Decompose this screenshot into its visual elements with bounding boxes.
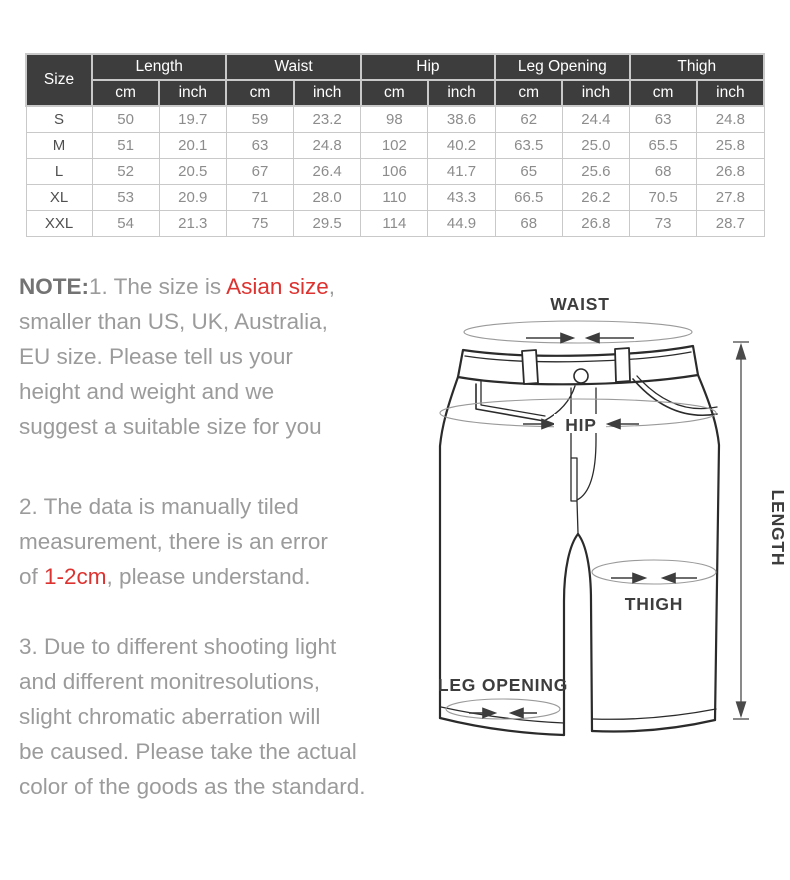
note-text: 1. The size is (89, 274, 227, 299)
measurement-cell: 20.1 (159, 133, 226, 159)
size-table-section (25, 53, 765, 237)
header-size: Size (26, 54, 92, 106)
measurement-cell: 50 (92, 106, 159, 133)
unit-cm: cm (630, 80, 697, 106)
measurement-cell: 59 (226, 106, 293, 133)
thigh-ellipse (592, 560, 716, 584)
measurement-cell: 62 (495, 106, 562, 133)
measurement-cell: 106 (361, 159, 428, 185)
hip-label: HIP (565, 415, 597, 435)
waist-ellipse (464, 321, 692, 343)
measurement-cell: 71 (226, 185, 293, 211)
note-line: be caused. Please take the actual (19, 739, 357, 764)
note-highlight: 1-2cm (44, 564, 107, 589)
size-label: S (26, 106, 92, 133)
table-header-group-row (26, 54, 764, 80)
size-label: L (26, 159, 92, 185)
note-label: NOTE: (19, 274, 89, 299)
belt-loop-left (522, 350, 538, 384)
unit-inch: inch (294, 80, 361, 106)
note-line: 2. The data is manually tiled (19, 494, 299, 519)
note-paragraph-3 (19, 629, 449, 804)
header-thigh: Thigh (630, 54, 765, 80)
table-header-unit-row (26, 80, 764, 106)
unit-inch: inch (428, 80, 495, 106)
measurement-cell: 63 (226, 133, 293, 159)
unit-inch: inch (159, 80, 226, 106)
table-row-s (26, 106, 764, 133)
measurement-cell: 65.5 (630, 133, 697, 159)
measurement-cell: 20.9 (159, 185, 226, 211)
size-label: XL (26, 185, 92, 211)
note-highlight: Asian size (226, 274, 329, 299)
measurement-cell: 26.8 (697, 159, 764, 185)
measurement-cell: 29.5 (294, 211, 361, 237)
measurement-cell: 28.7 (697, 211, 764, 237)
measurement-cell: 25.8 (697, 133, 764, 159)
header-leg-opening: Leg Opening (495, 54, 629, 80)
measurement-cell: 67 (226, 159, 293, 185)
unit-cm: cm (226, 80, 293, 106)
measurement-cell: 102 (361, 133, 428, 159)
leg-opening-ellipse (446, 699, 560, 719)
measurement-cell: 21.3 (159, 211, 226, 237)
unit-inch: inch (697, 80, 764, 106)
measurement-cell: 27.8 (697, 185, 764, 211)
note-line: smaller than US, UK, Australia, (19, 309, 328, 334)
measurement-cell: 70.5 (630, 185, 697, 211)
measurement-cell: 24.4 (562, 106, 629, 133)
unit-cm: cm (361, 80, 428, 106)
header-length: Length (92, 54, 226, 80)
unit-inch: inch (562, 80, 629, 106)
measurement-cell: 41.7 (428, 159, 495, 185)
measurement-cell: 114 (361, 211, 428, 237)
length-label: LENGTH (768, 489, 788, 567)
table-row-xxl (26, 211, 764, 237)
note-line: slight chromatic aberration will (19, 704, 321, 729)
table-row-m (26, 133, 764, 159)
note-line: height and weight and we (19, 379, 275, 404)
measurement-cell: 26.2 (562, 185, 629, 211)
button-icon (574, 369, 588, 383)
belt-loop-right (615, 348, 630, 382)
measurement-cell: 26.4 (294, 159, 361, 185)
note-line (19, 559, 449, 594)
note-line: measurement, there is an error (19, 529, 328, 554)
measurement-cell: 24.8 (294, 133, 361, 159)
measurement-cell: 24.8 (697, 106, 764, 133)
size-chart-table (25, 53, 765, 237)
note-line: 3. Due to different shooting light (19, 634, 337, 659)
measurement-cell: 19.7 (159, 106, 226, 133)
measurement-cell: 40.2 (428, 133, 495, 159)
measurement-cell: 25.0 (562, 133, 629, 159)
size-label: XXL (26, 211, 92, 237)
note-line (19, 269, 449, 304)
table-row-l (26, 159, 764, 185)
measurement-cell: 44.9 (428, 211, 495, 237)
thigh-label: THIGH (624, 594, 684, 614)
unit-cm: cm (92, 80, 159, 106)
length-measure-line (733, 342, 749, 719)
measurement-cell: 25.6 (562, 159, 629, 185)
waist-label: WAIST (550, 294, 610, 314)
note-text: of (19, 564, 45, 589)
measurement-cell: 75 (226, 211, 293, 237)
measurement-cell: 73 (630, 211, 697, 237)
note-text: , (328, 274, 335, 299)
measurement-cell: 66.5 (495, 185, 562, 211)
note-text: , please understand. (106, 564, 311, 589)
note-line: color of the goods as the standard. (19, 774, 366, 799)
header-hip: Hip (361, 54, 495, 80)
measurement-cell: 68 (495, 211, 562, 237)
measurement-diagram (430, 288, 790, 773)
measurement-cell: 63.5 (495, 133, 562, 159)
unit-cm: cm (495, 80, 562, 106)
header-waist: Waist (226, 54, 360, 80)
measurement-cell: 38.6 (428, 106, 495, 133)
measurement-cell: 26.8 (562, 211, 629, 237)
note-line: EU size. Please tell us your (19, 344, 293, 369)
table-row-xl (26, 185, 764, 211)
leg-opening-label: LEG OPENING (437, 675, 569, 695)
measurement-cell: 51 (92, 133, 159, 159)
measurement-cell: 28.0 (294, 185, 361, 211)
note-line: and different monitresolutions, (19, 669, 321, 694)
measurement-cell: 20.5 (159, 159, 226, 185)
shorts-diagram-svg (430, 288, 790, 768)
measurement-cell: 63 (630, 106, 697, 133)
note-paragraph-1 (19, 269, 449, 444)
measurement-cell: 52 (92, 159, 159, 185)
measurement-cell: 43.3 (428, 185, 495, 211)
measure-arrows (469, 334, 697, 718)
measurement-cell: 54 (92, 211, 159, 237)
size-label: M (26, 133, 92, 159)
note-paragraph-2 (19, 489, 449, 594)
measurement-cell: 98 (361, 106, 428, 133)
note-line: suggest a suitable size for you (19, 414, 322, 439)
measurement-cell: 65 (495, 159, 562, 185)
measurement-cell: 23.2 (294, 106, 361, 133)
measurement-cell: 68 (630, 159, 697, 185)
measurement-cell: 53 (92, 185, 159, 211)
measurement-cell: 110 (361, 185, 428, 211)
